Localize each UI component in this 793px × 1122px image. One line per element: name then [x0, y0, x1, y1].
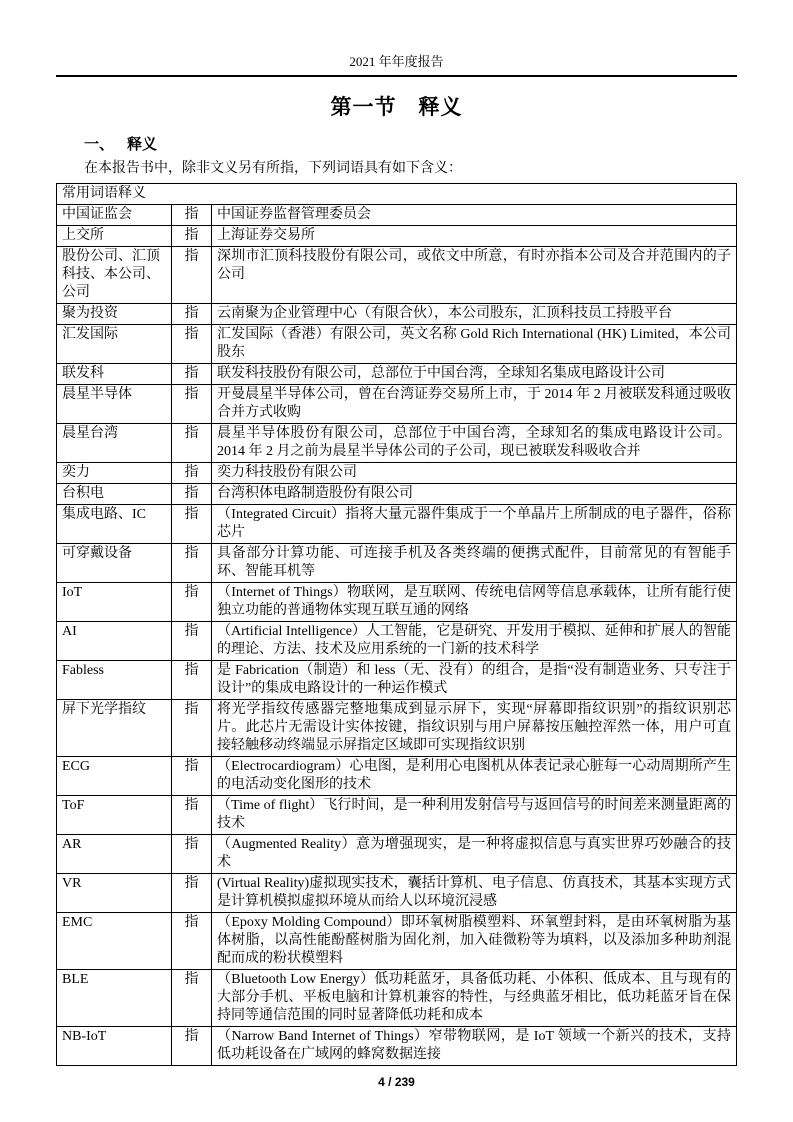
- term-cell: 股份公司、汇顶科技、本公司、公司: [57, 247, 172, 304]
- indicates-cell: 指: [172, 583, 212, 622]
- indicates-cell: 指: [172, 226, 212, 247]
- definition-cell: （Internet of Things）物联网，是互联网、传统电信网等信息承载体，让所有能行使独立功能的普通物体实现互联互通的网络: [212, 583, 737, 622]
- indicates-cell: 指: [172, 622, 212, 661]
- term-cell: 上交所: [57, 226, 172, 247]
- definition-cell: （Integrated Circuit）指将大量元器件集成于一个单晶片上所制成的电子器件，俗称芯片: [212, 505, 737, 544]
- table-row: [57, 622, 737, 661]
- indicates-cell: 指: [172, 1027, 212, 1066]
- definition-cell: （Augmented Reality）意为增强现实，是一种将虚拟信息与真实世界巧妙融合的技术: [212, 835, 737, 874]
- definition-cell: 云南聚为企业管理中心（有限合伙），本公司股东，汇顶科技员工持股平台: [212, 304, 737, 325]
- table-row: [57, 247, 737, 304]
- indicates-cell: 指: [172, 835, 212, 874]
- term-cell: 中国证监会: [57, 205, 172, 226]
- indicates-cell: 指: [172, 874, 212, 913]
- term-cell: 晨星台湾: [57, 424, 172, 463]
- term-cell: NB-IoT: [57, 1027, 172, 1066]
- definition-cell: 具备部分计算功能、可连接手机及各类终端的便携式配件，目前常见的有智能手环、智能耳机等: [212, 544, 737, 583]
- definition-cell: （Electrocardiogram）心电图，是利用心电图机从体表记录心脏每一心动周期所产生的电活动变化图形的技术: [212, 757, 737, 796]
- term-cell: 奕力: [57, 463, 172, 484]
- indicates-cell: 指: [172, 247, 212, 304]
- table-row: [57, 583, 737, 622]
- term-cell: AI: [57, 622, 172, 661]
- table-row: [57, 796, 737, 835]
- definition-cell: 汇发国际（香港）有限公司，英文名称 Gold Rich International (HK) Limited，本公司股东: [212, 325, 737, 364]
- indicates-cell: 指: [172, 661, 212, 700]
- table-row: [57, 325, 737, 364]
- indicates-cell: 指: [172, 205, 212, 226]
- table-row: [57, 364, 737, 385]
- table-row: [57, 913, 737, 970]
- indicates-cell: 指: [172, 505, 212, 544]
- indicates-cell: 指: [172, 424, 212, 463]
- indicates-cell: 指: [172, 325, 212, 364]
- header-divider: [56, 75, 737, 77]
- table-row: [57, 304, 737, 325]
- table-row: [57, 484, 737, 505]
- table-caption: 常用词语释义: [57, 184, 737, 205]
- page-header-text: 2021 年年度报告: [349, 54, 444, 69]
- section-title: 第一节 释义: [330, 96, 463, 119]
- definition-cell: 中国证券监督管理委员会: [212, 205, 737, 226]
- page-header: [56, 0, 737, 72]
- definition-cell: 联发科技股份有限公司，总部位于中国台湾，全球知名集成电路设计公司: [212, 364, 737, 385]
- table-row: [57, 661, 737, 700]
- term-cell: AR: [57, 835, 172, 874]
- table-row: [57, 205, 737, 226]
- table-row: [57, 835, 737, 874]
- indicates-cell: 指: [172, 463, 212, 484]
- term-cell: ECG: [57, 757, 172, 796]
- table-row: [57, 385, 737, 424]
- indicates-cell: 指: [172, 364, 212, 385]
- term-cell: 晨星半导体: [57, 385, 172, 424]
- indicates-cell: 指: [172, 484, 212, 505]
- definition-cell: (Virtual Reality)虚拟现实技术，囊括计算机、电子信息、仿真技术，其基本实现方式是计算机模拟虚拟环境从而给人以环境沉浸感: [212, 874, 737, 913]
- intro-paragraph: 在本报告书中，除非文义另有所指，下列词语具有如下含义：: [84, 161, 462, 176]
- table-row: [57, 463, 737, 484]
- indicates-cell: 指: [172, 304, 212, 325]
- subsection-title: 释义: [127, 136, 158, 153]
- table-row: [57, 544, 737, 583]
- subsection-marker: 一、: [84, 136, 115, 153]
- term-cell: BLE: [57, 970, 172, 1027]
- table-row: [57, 874, 737, 913]
- term-cell: 聚为投资: [57, 304, 172, 325]
- table-row: [57, 226, 737, 247]
- definition-cell: 上海证券交易所: [212, 226, 737, 247]
- table-row: [57, 757, 737, 796]
- definition-cell: 晨星半导体股份有限公司，总部位于中国台湾，全球知名的集成电路设计公司。2014 年 2 月之前为晨星半导体公司的子公司，现已被联发科吸收合并: [212, 424, 737, 463]
- definition-cell: 开曼晨星半导体公司，曾在台湾证券交易所上市，于 2014 年 2 月被联发科通过吸收合并方式收购: [212, 385, 737, 424]
- term-cell: EMC: [57, 913, 172, 970]
- definition-cell: （Artificial Intelligence）人工智能，它是研究、开发用于模拟、延伸和扩展人的智能的理论、方法、技术及应用系统的一门新的技术科学: [212, 622, 737, 661]
- table-row: [57, 424, 737, 463]
- definition-cell: 将光学指纹传感器完整地集成到显示屏下，实现“屏幕即指纹识别”的指纹识别芯片。此芯片无需设计实体按键，指纹识别与用户屏幕按压触控浑然一体，用户可直接轻触移动终端显示屏指定区域即可实现指纹识别: [212, 700, 737, 757]
- indicates-cell: 指: [172, 700, 212, 757]
- definition-cell: （Time of flight）飞行时间，是一种利用发射信号与返回信号的时间差来测量距离的技术: [212, 796, 737, 835]
- table-row: [57, 505, 737, 544]
- definition-cell: 是 Fabrication（制造）和 less（无、没有）的组合，是指“没有制造业务、只专注于设计”的集成电路设计的一种运作模式: [212, 661, 737, 700]
- table-caption-row: [57, 184, 737, 205]
- indicates-cell: 指: [172, 913, 212, 970]
- definition-cell: 奕力科技股份有限公司: [212, 463, 737, 484]
- term-cell: 台积电: [57, 484, 172, 505]
- term-cell: 屏下光学指纹: [57, 700, 172, 757]
- definition-cell: 台湾积体电路制造股份有限公司: [212, 484, 737, 505]
- term-cell: Fabless: [57, 661, 172, 700]
- indicates-cell: 指: [172, 385, 212, 424]
- table-row: [57, 1027, 737, 1066]
- term-cell: 联发科: [57, 364, 172, 385]
- subsection-heading: [56, 135, 737, 155]
- table-row: [57, 700, 737, 757]
- definition-cell: （Narrow Band Internet of Things）窄带物联网，是 IoT 领域一个新兴的技术，支持低功耗设备在广域网的蜂窝数据连接: [212, 1027, 737, 1066]
- term-cell: IoT: [57, 583, 172, 622]
- term-cell: VR: [57, 874, 172, 913]
- table-row: [57, 970, 737, 1027]
- indicates-cell: 指: [172, 796, 212, 835]
- term-cell: ToF: [57, 796, 172, 835]
- term-cell: 汇发国际: [57, 325, 172, 364]
- definition-cell: （Bluetooth Low Energy）低功耗蓝牙，具备低功耗、小体积、低成本、且与现有的大部分手机、平板电脑和计算机兼容的特性，与经典蓝牙相比，低功耗蓝牙旨在保持同等通信范围的同时显著降低功耗和成本: [212, 970, 737, 1027]
- term-cell: 可穿戴设备: [57, 544, 172, 583]
- indicates-cell: 指: [172, 757, 212, 796]
- indicates-cell: 指: [172, 970, 212, 1027]
- indicates-cell: 指: [172, 544, 212, 583]
- definition-cell: 深圳市汇顶科技股份有限公司，或依文中所意，有时亦指本公司及合并范围内的子公司: [212, 247, 737, 304]
- definitions-table: [56, 183, 737, 1066]
- page-number: 4 / 239: [378, 1075, 415, 1089]
- definition-cell: （Epoxy Molding Compound）即环氧树脂模塑料、环氧塑封料，是由环氧树脂为基体树脂，以高性能酚醛树脂为固化剂，加入硅微粉等为填料，以及添加多种助剂混配而成的粉状模塑料: [212, 913, 737, 970]
- term-cell: 集成电路、IC: [57, 505, 172, 544]
